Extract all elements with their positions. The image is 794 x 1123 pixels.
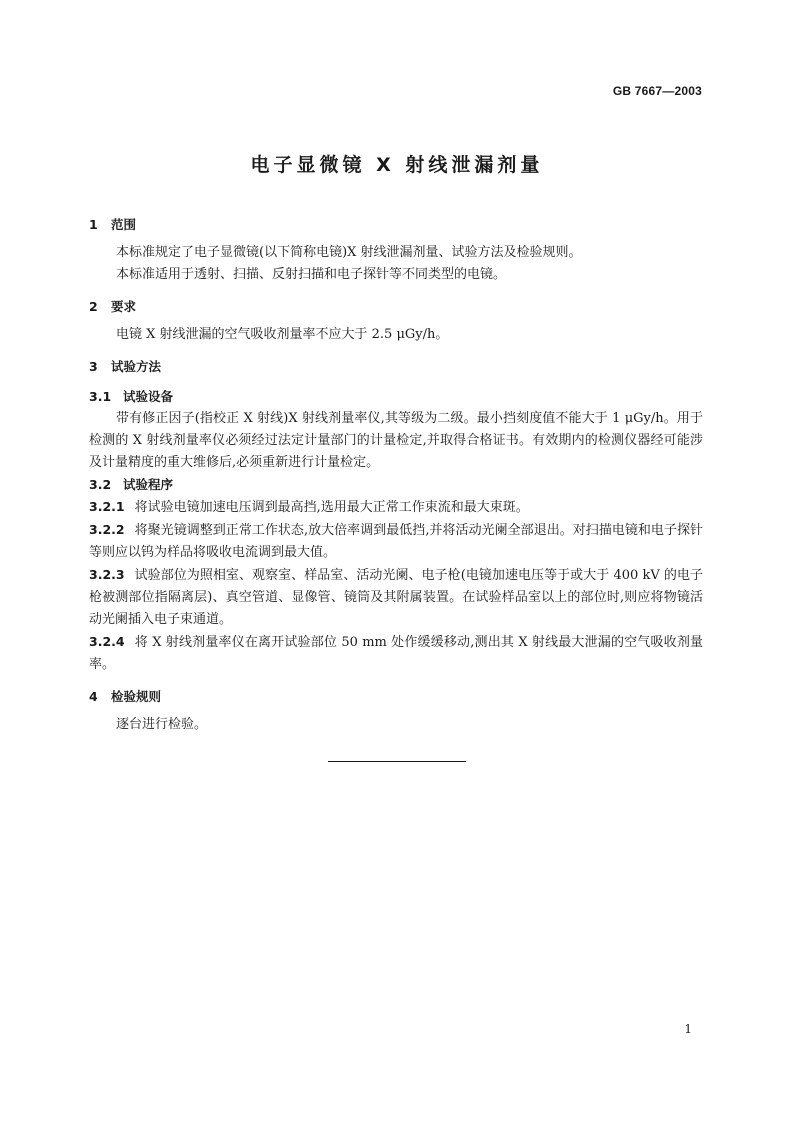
page-number: 1 [684,1022,692,1036]
clause-3-2-4 [89,631,703,676]
subsection-3-1-paragraph: 带有修正因子(指校正 X 射线)X 射线剂量率仪,其等级为二级。最小挡刻度值不能大于 1 μGy/h。用于检测的 X 射线剂量率仪必须经过法定计量部门的计量检定,并取得合格证书。有效期内的检测仪器经可能涉及计量精度的重大维修后,必须重新进行计量检定。 [89,411,703,470]
section-2-heading [89,296,703,318]
section-4-heading [89,686,703,708]
section-title: 试验方法 [111,359,162,374]
clause-number: 3.2.1 [89,499,125,514]
subsection-title: 试验程序 [123,477,174,492]
section-number: 1 [89,217,98,232]
clause-text: 试验部位为照相室、观察室、样品室、活动光阑、电子枪(电镜加速电压等于或大于 400 kV 的电子枪被测部位指隔离层)、真空管道、显像管、镜筒及其附属装置。在试验样品室以上的部位时,则应将物镜活动光阑插入电子束通道。 [89,568,703,627]
section-number: 3 [89,359,98,374]
clause-text: 将试验电镜加速电压调到最高挡,选用最大正常工作束流和最大束斑。 [134,500,529,515]
section-title: 检验规则 [111,689,162,704]
section-3-heading [89,356,703,378]
clause-3-2-2 [89,519,703,564]
section-number: 4 [89,689,98,704]
document-title: 电子显微镜 X 射线泄漏剂量 [250,154,544,176]
section-4-paragraph-1: 逐台进行检验。 [116,717,208,732]
subsection-3-2-heading [89,474,703,496]
subsection-number: 3.1 [89,389,112,404]
end-of-text-rule [328,761,466,762]
section-2-paragraph-1: 电镜 X 射线泄漏的空气吸收剂量率不应大于 2.5 μGy/h。 [116,327,449,342]
clause-number: 3.2.3 [89,567,125,582]
subsection-number: 3.2 [89,477,112,492]
standard-code: GB 7667—2003 [612,84,702,98]
subsection-3-1-heading [89,386,703,408]
section-number: 2 [89,299,98,314]
clause-text: 将聚光镜调整到正常工作状态,放大倍率调到最低挡,并将活动光阑全部退出。对扫描电镜和电子探针等则应以钨为样品将吸收电流调到最大值。 [89,523,703,560]
clause-number: 3.2.4 [89,634,125,649]
section-1-heading [89,214,703,236]
section-title: 要求 [111,299,137,314]
clause-3-2-1 [89,496,703,519]
clause-number: 3.2.2 [89,522,125,537]
document-body [89,214,703,736]
section-1-paragraph-1: 本标准规定了电子显微镜(以下简称电镜)X 射线泄漏剂量、试验方法及检验规则。 [116,245,582,260]
subsection-title: 试验设备 [123,389,174,404]
clause-text: 将 X 射线剂量率仪在离开试验部位 50 mm 处作缓缓移动,测出其 X 射线最大泄漏的空气吸收剂量率。 [89,635,703,672]
section-title: 范围 [111,217,137,232]
clause-3-2-3 [89,564,703,631]
section-1-paragraph-2: 本标准适用于透射、扫描、反射扫描和电子探针等不同类型的电镜。 [116,267,507,282]
